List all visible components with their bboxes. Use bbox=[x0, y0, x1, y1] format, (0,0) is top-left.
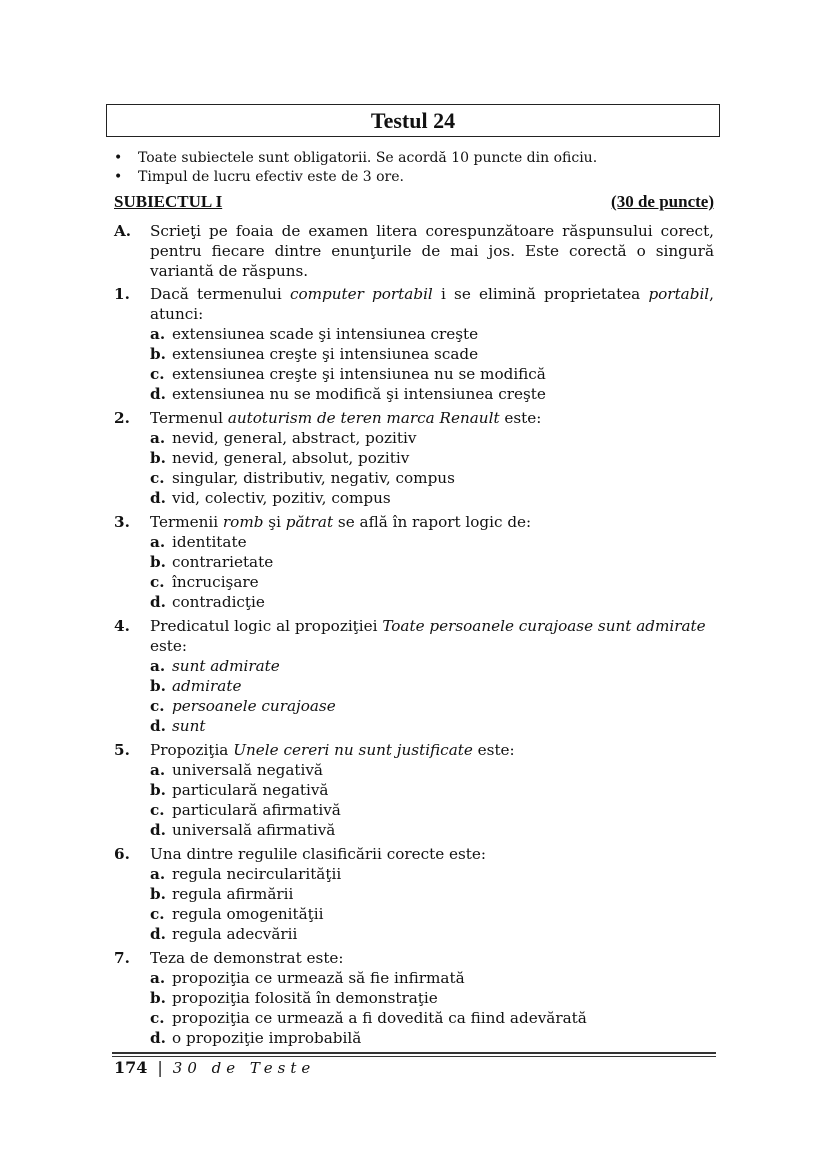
question-line bbox=[114, 284, 714, 324]
options-list bbox=[150, 656, 714, 736]
question-text bbox=[150, 512, 714, 532]
answer-option bbox=[150, 488, 714, 508]
options-list bbox=[150, 968, 714, 1048]
question-text-part: este: bbox=[499, 409, 542, 427]
answer-option bbox=[150, 364, 714, 384]
options-list bbox=[150, 760, 714, 840]
option-letter: d. bbox=[150, 821, 166, 839]
question-text bbox=[150, 740, 714, 760]
answer-option bbox=[150, 1028, 714, 1048]
question-item bbox=[114, 512, 714, 612]
instruction-item bbox=[114, 149, 597, 168]
test-title: Testul 24 bbox=[370, 107, 456, 133]
option-text: particulară negativă bbox=[172, 781, 329, 799]
option-text: regula afirmării bbox=[172, 885, 294, 903]
question-term-italic: Unele cereri nu sunt justificate bbox=[233, 741, 473, 759]
answer-option bbox=[150, 1008, 714, 1028]
question-number: 2. bbox=[114, 409, 130, 427]
question-item bbox=[114, 408, 714, 508]
option-text: propoziţia ce urmează să fie infirmată bbox=[172, 969, 465, 987]
intro-letter: A. bbox=[114, 222, 132, 240]
option-letter: c. bbox=[150, 573, 165, 591]
book-title: 30 de Teste bbox=[172, 1058, 316, 1077]
instruction-text: Timpul de lucru efectiv este de 3 ore. bbox=[138, 169, 404, 185]
option-letter: c. bbox=[150, 365, 165, 383]
question-text-part: Teza de demonstrat este: bbox=[150, 949, 344, 967]
question-item bbox=[114, 616, 714, 736]
question-text-part: Dacă termenului bbox=[150, 285, 290, 303]
footer-separator: | bbox=[157, 1058, 163, 1077]
option-letter: a. bbox=[150, 325, 166, 343]
question-line bbox=[114, 844, 714, 864]
question-text bbox=[150, 948, 714, 968]
option-letter: c. bbox=[150, 697, 165, 715]
footer-rule bbox=[112, 1052, 716, 1057]
options-list bbox=[150, 428, 714, 508]
option-text: universală afirmativă bbox=[172, 821, 336, 839]
question-term-italic: computer portabil bbox=[289, 285, 433, 303]
question-text-part: şi bbox=[263, 513, 286, 531]
answer-option bbox=[150, 428, 714, 448]
question-line bbox=[114, 408, 714, 428]
option-letter: d. bbox=[150, 1029, 166, 1047]
option-text: o propoziţie improbabilă bbox=[172, 1029, 362, 1047]
page-number: 174 bbox=[114, 1058, 148, 1077]
answer-option bbox=[150, 344, 714, 364]
option-letter: d. bbox=[150, 489, 166, 507]
bullet-icon: • bbox=[114, 169, 123, 185]
question-item bbox=[114, 284, 714, 404]
option-text: extensiunea nu se modifică şi intensiunea creşte bbox=[172, 385, 546, 403]
option-letter: a. bbox=[150, 533, 166, 551]
options-list bbox=[150, 324, 714, 404]
answer-option bbox=[150, 904, 714, 924]
answer-option bbox=[150, 760, 714, 780]
option-letter: b. bbox=[150, 885, 166, 903]
question-text bbox=[150, 408, 714, 428]
page-footer bbox=[114, 1058, 315, 1077]
answer-option bbox=[150, 988, 714, 1008]
question-number: 7. bbox=[114, 949, 130, 967]
question-item bbox=[114, 844, 714, 944]
option-text: vid, colectiv, pozitiv, compus bbox=[172, 489, 391, 507]
option-letter: b. bbox=[150, 989, 166, 1007]
question-text-part: este: bbox=[150, 637, 187, 655]
subject-header bbox=[114, 192, 714, 212]
options-list bbox=[150, 864, 714, 944]
option-text: propoziţia ce urmează a fi dovedită ca fiind adevărată bbox=[172, 1009, 587, 1027]
option-letter: b. bbox=[150, 345, 166, 363]
answer-option bbox=[150, 572, 714, 592]
option-text: nevid, general, abstract, pozitiv bbox=[172, 429, 417, 447]
answer-option bbox=[150, 532, 714, 552]
question-text bbox=[150, 844, 714, 864]
answer-option bbox=[150, 820, 714, 840]
question-line bbox=[114, 740, 714, 760]
question-text-part: , atunci: bbox=[150, 285, 714, 323]
option-letter: d. bbox=[150, 717, 166, 735]
option-text: regula necircularităţii bbox=[172, 865, 342, 883]
option-text: particulară afirmativă bbox=[172, 801, 341, 819]
option-text: sunt bbox=[172, 717, 206, 735]
option-text: admirate bbox=[172, 677, 242, 695]
answer-option bbox=[150, 800, 714, 820]
option-text: extensiunea scade şi intensiunea creşte bbox=[172, 325, 479, 343]
question-number: 3. bbox=[114, 513, 130, 531]
question-text-part: se află în raport logic de: bbox=[333, 513, 532, 531]
test-title-box bbox=[106, 104, 720, 137]
answer-option bbox=[150, 968, 714, 988]
intro-text: Scrieţi pe foaia de examen litera corespunzătoare răspunsului corect, pentru fiecare dintre enunţurile de mai jos. Este corectă o singură variantă de răspuns. bbox=[150, 222, 714, 280]
option-text: contradicţie bbox=[172, 593, 265, 611]
subject-label: SUBIECTUL I bbox=[114, 192, 223, 211]
option-letter: a. bbox=[150, 969, 166, 987]
question-item bbox=[114, 948, 714, 1048]
question-text bbox=[150, 284, 714, 324]
option-text: extensiunea creşte şi intensiunea nu se modifică bbox=[172, 365, 546, 383]
instructions-list bbox=[114, 149, 597, 187]
option-text: propoziţia folosită în demonstraţie bbox=[172, 989, 438, 1007]
instruction-text: Toate subiectele sunt obligatorii. Se acordă 10 puncte din oficiu. bbox=[138, 150, 598, 166]
answer-option bbox=[150, 676, 714, 696]
option-letter: b. bbox=[150, 449, 166, 467]
question-number: 4. bbox=[114, 617, 130, 635]
option-letter: b. bbox=[150, 781, 166, 799]
option-letter: a. bbox=[150, 429, 166, 447]
question-text-part: este: bbox=[472, 741, 515, 759]
option-text: identitate bbox=[172, 533, 247, 551]
questions-section bbox=[114, 221, 714, 1052]
option-text: nevid, general, absolut, pozitiv bbox=[172, 449, 410, 467]
answer-option bbox=[150, 384, 714, 404]
answer-option bbox=[150, 864, 714, 884]
option-letter: c. bbox=[150, 1009, 165, 1027]
question-text-part: i se elimină proprietatea bbox=[432, 285, 649, 303]
answer-option bbox=[150, 552, 714, 572]
question-term-italic: portabil bbox=[648, 285, 710, 303]
answer-option bbox=[150, 468, 714, 488]
answer-option bbox=[150, 656, 714, 676]
option-text: regula omogenităţii bbox=[172, 905, 324, 923]
option-letter: b. bbox=[150, 553, 166, 571]
question-text-part: Termenii bbox=[150, 513, 223, 531]
option-letter: c. bbox=[150, 469, 165, 487]
option-text: singular, distributiv, negativ, compus bbox=[172, 469, 455, 487]
option-text: încrucişare bbox=[172, 573, 259, 591]
answer-option bbox=[150, 696, 714, 716]
question-term-italic: Toate persoanele curajoase sunt admirate bbox=[382, 617, 706, 635]
answer-option bbox=[150, 324, 714, 344]
option-letter: d. bbox=[150, 385, 166, 403]
option-letter: d. bbox=[150, 925, 166, 943]
question-text-part: Termenul bbox=[150, 409, 228, 427]
question-line bbox=[114, 512, 714, 532]
option-text: universală negativă bbox=[172, 761, 323, 779]
answer-option bbox=[150, 716, 714, 736]
instruction-item bbox=[114, 168, 597, 187]
option-text: contrarietate bbox=[172, 553, 274, 571]
option-letter: d. bbox=[150, 593, 166, 611]
answer-option bbox=[150, 884, 714, 904]
question-line bbox=[114, 616, 714, 656]
question-line bbox=[114, 948, 714, 968]
answer-option bbox=[150, 924, 714, 944]
options-list bbox=[150, 532, 714, 612]
question-text-part: Propoziţia bbox=[150, 741, 234, 759]
option-text: persoanele curajoase bbox=[172, 697, 336, 715]
option-letter: c. bbox=[150, 801, 165, 819]
option-letter: a. bbox=[150, 657, 166, 675]
option-text: sunt admirate bbox=[172, 657, 280, 675]
subject-points: (30 de puncte) bbox=[611, 192, 714, 211]
answer-option bbox=[150, 780, 714, 800]
intro-block bbox=[114, 221, 714, 281]
option-letter: a. bbox=[150, 761, 166, 779]
option-letter: c. bbox=[150, 905, 165, 923]
question-text-part: Una dintre regulile clasificării corecte este: bbox=[150, 845, 487, 863]
option-text: extensiunea creşte şi intensiunea scade bbox=[172, 345, 479, 363]
option-text: regula adecvării bbox=[172, 925, 298, 943]
answer-option bbox=[150, 592, 714, 612]
question-list bbox=[114, 284, 714, 1048]
answer-option bbox=[150, 448, 714, 468]
option-letter: a. bbox=[150, 865, 166, 883]
question-item bbox=[114, 740, 714, 840]
question-term-italic: romb bbox=[222, 513, 264, 531]
question-number: 5. bbox=[114, 741, 130, 759]
question-text bbox=[150, 616, 714, 656]
question-term-italic: pătrat bbox=[285, 513, 334, 531]
question-number: 1. bbox=[114, 285, 130, 303]
question-term-italic: autoturism de teren marca Renault bbox=[227, 409, 500, 427]
bullet-icon: • bbox=[114, 150, 123, 166]
question-number: 6. bbox=[114, 845, 130, 863]
question-text-part: Predicatul logic al propoziţiei bbox=[150, 617, 383, 635]
option-letter: b. bbox=[150, 677, 166, 695]
